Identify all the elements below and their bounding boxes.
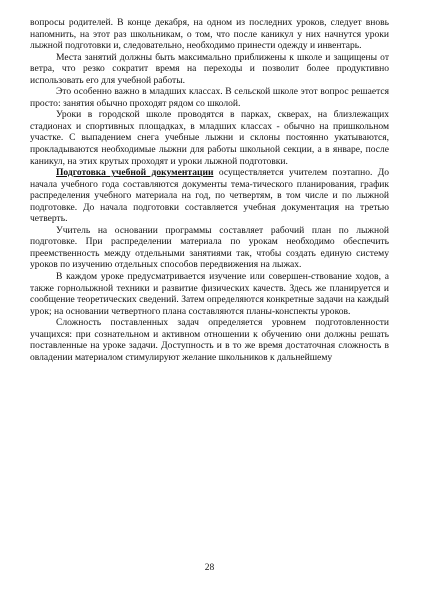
paragraph-3: Это особенно важно в младших классах. В сельской школе этот вопрос решается просто: занятия обычно проходят рядом со школой. <box>30 86 389 109</box>
paragraph-1: вопросы родителей. В конце декабря, на одном из последних уроков, следует вновь напомнить, на этот раз школьникам, о том, что после каникул у них начнутся уроки лыжной подготовки и, следовательно, необходимо принести одежду и инвентарь. <box>30 17 389 52</box>
document-page <box>30 17 389 582</box>
page-number: 28 <box>204 563 215 573</box>
paragraph-5-text: осуществляется учителем поэтапно. До начала учебного года составляются документы тема-тического планирования, график распределения учебного материала на год, по четвертям, в том числе и по лыжной подготовке. До начала подготовки составляется учебная документация на третью четверть. <box>30 167 389 225</box>
document-body <box>30 17 389 363</box>
paragraph-8: Сложность поставленных задач определяется уровнем подготовленности учащихся: при сознательном и активном отношении к обучению они должны решать поставленные на уроке задачи. Доступность и в то же время достаточная сложность в овладении материалом стимулируют желание школьников к дальнейшему <box>30 317 389 363</box>
paragraph-6: Учитель на основании программы составляет рабочий план по лыжной подготовке. При распределении материала по урокам необходимо обеспечить преемственность между отдельными занятиями так, чтобы создать единую систему уроков по изучению отдельных способов передвижения на лыжах. <box>30 224 389 271</box>
paragraph-5-heading: Подготовка учебной документации <box>56 167 214 179</box>
paragraph-4: Уроки в городской школе проводятся в парках, скверах, на близлежащих стадионах и спортивных площадках, в младших классах - обычно на пришкольном участке. С выпадением снега учебные лыжни и склоны постоянно укатываются, прокладываются необходимые лыжни для работы школьной секции, а в январе, после каникул, на этих крутых проходят и уроки лыжной подготовки. <box>30 109 389 167</box>
paragraph-5 <box>30 167 389 225</box>
paragraph-2: Места занятий должны быть максимально приближены к школе и защищены от ветра, что резко сократит время на переходы и позволит более продуктивно использовать его для учебной работы. <box>30 51 389 86</box>
paragraph-7: В каждом уроке предусматривается изучение или совершен-ствование ходов, а также горнолыжной техники и развитие физических качеств. Здесь же планируется и сообщение теоретических сведений. Затем определяются конкретные задачи на каждый урок; на основании четвертного плана составляются планы-конспекты уроков. <box>30 271 389 317</box>
